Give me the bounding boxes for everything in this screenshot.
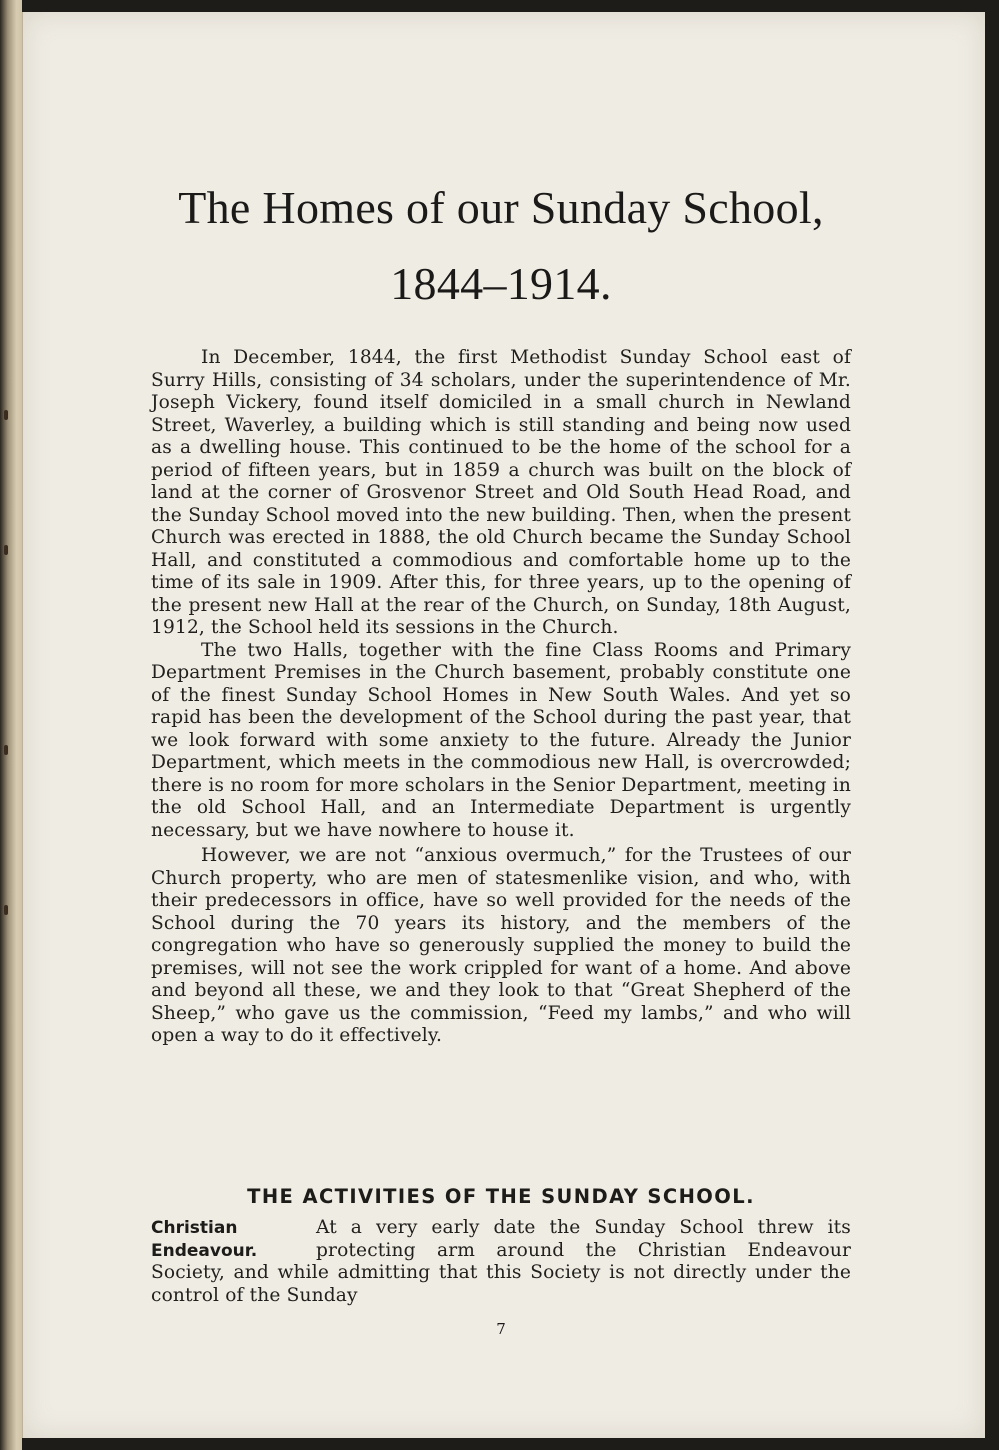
binding-hole: [4, 410, 8, 420]
activity-label-line-2: Endeavour.: [151, 1240, 258, 1261]
binding-hole: [4, 545, 8, 555]
activity-text: At a very early date the Sunday School threw its protecting arm around the Christian Endeavour Society, and while admitting that this Society is not directly under the control of the Sunday: [151, 1217, 851, 1306]
activity-entry: [151, 1217, 851, 1307]
activity-label: [151, 1217, 316, 1262]
section-heading: THE ACTIVITIES OF THE SUNDAY SCHOOL.: [247, 1185, 755, 1208]
paragraph: In December, 1844, the first Methodist Sunday School east of Surry Hills, consisting of 34 scholars, under the superintendence of Mr. Joseph Vickery, found itself domiciled in a small church in Newland Street, Waverley, a building which is still standing and being now used as a dwelling house. This continued to be the home of the school for a period of fifteen years, but in 1859 a church was built on the block of land at the corner of Grosvenor Street and Old South Head Road, and the Sunday School moved into the new building. Then, when the present Church was erected in 1888, the old Church became the Sunday School Hall, and constituted a commodious and comfortable home up to the time of its sale in 1909. After this, for three years, up to the opening of the present new Hall at the rear of the Church, on Sunday, 18th August, 1912, the School held its sessions in the Church.: [151, 347, 851, 638]
book-spine: [0, 0, 22, 1450]
paragraph: However, we are not “anxious overmuch,” for the Trustees of our Church property, who are men of statesmenlike vision, and who, with their predecessors in office, have so well provided for the needs of the School during the 70 years its history, and the members of the congregation who have so generously supplied the money to build the premises, will not see the work crippled for want of a home. And above and beyond all these, we and they look to that “Great Shepherd of the Sheep,” who gave us the commission, “Feed my lambs,” and who will open a way to do it effectively.: [151, 845, 851, 1046]
book-page: [22, 12, 985, 1438]
binding-hole: [4, 905, 8, 915]
title-line-2: 1844–1914.: [390, 258, 612, 309]
activity-label-line-1: Christian: [151, 1218, 238, 1238]
paragraph: The two Halls, together with the fine Class Rooms and Primary Department Premises in the Church basement, probably constitute one of the finest Sunday School Homes in New South Wales. And yet so rapid has been the development of the School during the past year, that we look forward with some anxiety to the future. Already the Junior Department, which meets in the commodious new Hall, is overcrowded; there is no room for more scholars in the Senior Department, meeting in the old School Hall, and an Intermediate Department is urgently necessary, but we have nowhere to house it.: [151, 639, 851, 841]
page-title: [111, 170, 891, 322]
title-line-1: The Homes of our Sunday School,: [178, 182, 824, 233]
page-number: 7: [496, 1320, 506, 1338]
body-text: [151, 347, 851, 1048]
binding-hole: [4, 745, 8, 755]
